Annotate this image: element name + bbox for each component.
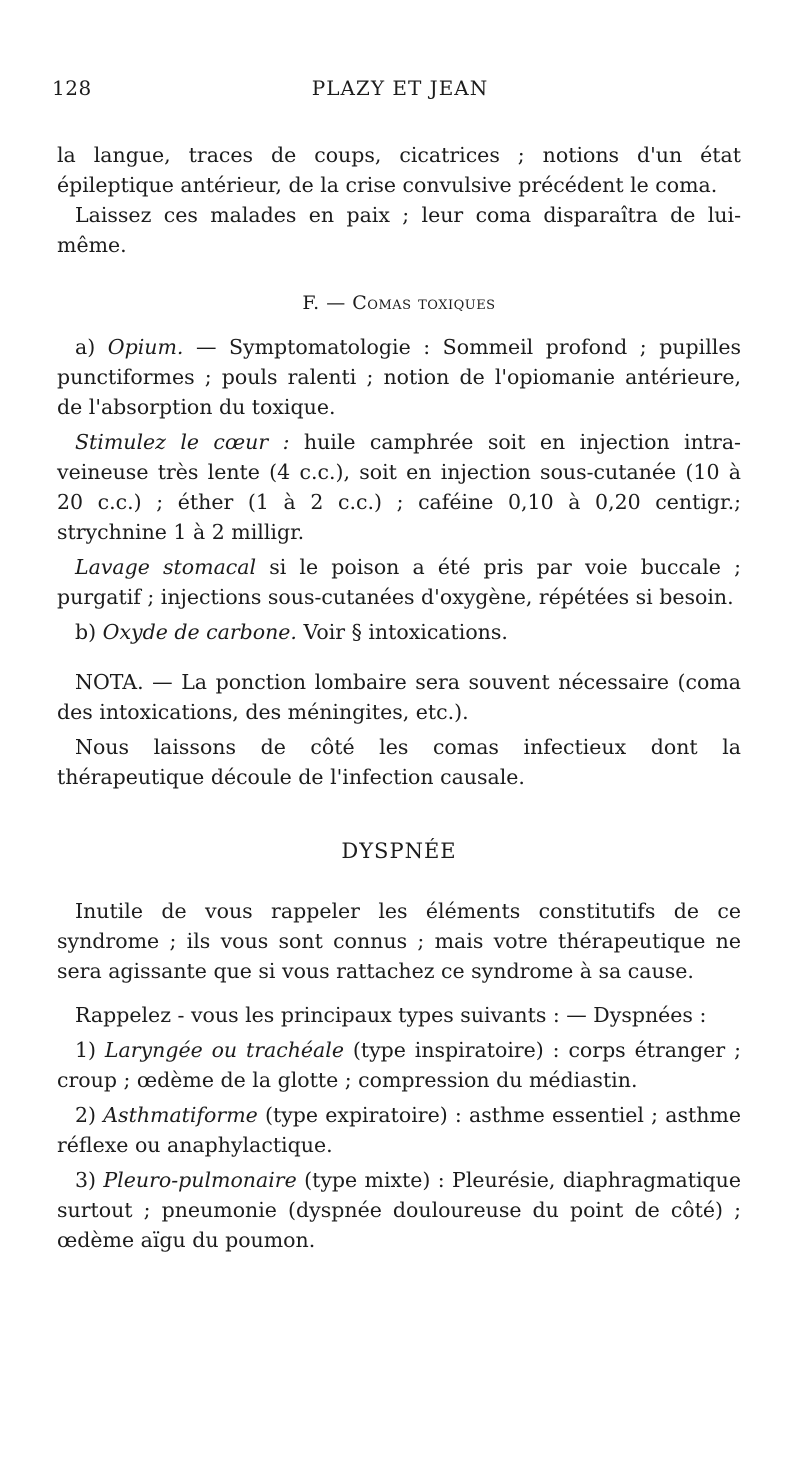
nota-paragraph: NOTA. — La ponction lombaire sera souvent nécessaire (coma des intoxications, des méningites, etc.). xyxy=(57,670,741,724)
opium-label: a) xyxy=(75,335,108,359)
lavage-lead: Lavage stomacal xyxy=(75,555,257,579)
type-1-text: (type inspiratoire) : corps étranger ; croup ; œdème de la glotte ; compression du médiastin. xyxy=(57,1038,741,1092)
type-3-name: Pleuro-pulmonaire xyxy=(103,1168,297,1192)
advice-paragraph: Laissez ces malades en paix ; leur coma disparaîtra de lui-même. xyxy=(57,203,741,257)
type-2-number: 2) xyxy=(75,1103,104,1127)
opium-name: Opium. xyxy=(107,335,184,359)
carbon-name: Oxyde de carbone. xyxy=(102,620,297,644)
continuation-paragraph: la langue, traces de coups, cicatrices ; notions d'un état épileptique antérieur, de la crise convulsive précédent le coma. xyxy=(57,143,741,197)
type-2-name: Asthmatiforme xyxy=(103,1103,258,1127)
stimulate-lead: Stimulez le cœur : xyxy=(75,430,290,454)
carbon-label: b) xyxy=(75,620,103,644)
carbon-paragraph xyxy=(57,617,741,647)
type-3-number: 3) xyxy=(75,1168,104,1192)
section-prefix: F. — xyxy=(302,292,353,314)
dyspnee-recall-paragraph: Rappelez - vous les principaux types suivants : — Dyspnées : xyxy=(75,1003,707,1027)
page-number: 128 xyxy=(52,76,92,100)
dyspnee-type-1 xyxy=(57,1035,741,1095)
stimulate-text: huile camphrée soit en injection intra-veineuse très lente (4 c.c.), soit en injection sous-cutanée (10 à 20 c.c.) ; éther (1 à 2 c.c.) ; caféine 0,10 à 0,20 centigr.; strychnine 1 à 2 milligr. xyxy=(57,430,741,544)
dyspnee-type-3 xyxy=(57,1165,741,1255)
body-text xyxy=(57,140,741,1255)
infectious-paragraph: Nous laissons de côté les comas infectieux dont la thérapeutique découle de l'infection causale. xyxy=(57,735,741,789)
lavage-paragraph xyxy=(57,552,741,612)
dyspnee-type-2 xyxy=(57,1100,741,1160)
section-title: Comas toxiques xyxy=(352,292,496,314)
type-3-text: (type mixte) : Pleurésie, diaphragmatique surtout ; pneumonie (dyspnée douloureuse du point de côté) ; œdème aïgu du poumon. xyxy=(57,1168,741,1252)
running-title: PLAZY ET JEAN xyxy=(311,76,489,100)
type-1-number: 1) xyxy=(75,1038,105,1062)
opium-paragraph xyxy=(57,332,741,422)
type-1-name: Laryngée ou trachéale xyxy=(104,1038,344,1062)
stimulate-paragraph xyxy=(57,427,741,547)
type-2-text: (type expiratoire) : asthme essentiel ; asthme réflexe ou anaphylactique. xyxy=(57,1103,741,1157)
dyspnee-intro-paragraph: Inutile de vous rappeler les éléments constitutifs de ce syndrome ; ils vous sont connus ; mais votre thérapeutique ne sera agissante que si vous rattachez ce syndrome à sa cause. xyxy=(57,899,741,983)
section-heading-comas-toxiques xyxy=(57,288,741,318)
opium-text: — Symptomatologie : Sommeil profond ; pupilles punctiformes ; pouls ralenti ; notion de l'opiomanie antérieure, de l'absorption du toxique. xyxy=(57,335,741,419)
carbon-text: Voir § intoxications. xyxy=(296,620,508,644)
chapter-title-dyspnee: DYSPNÉE xyxy=(341,839,457,863)
page-header xyxy=(52,76,748,106)
lavage-text: si le poison a été pris par voie buccale ; purgatif ; injections sous-cutanées d'oxygène, répétées si besoin. xyxy=(57,555,741,609)
